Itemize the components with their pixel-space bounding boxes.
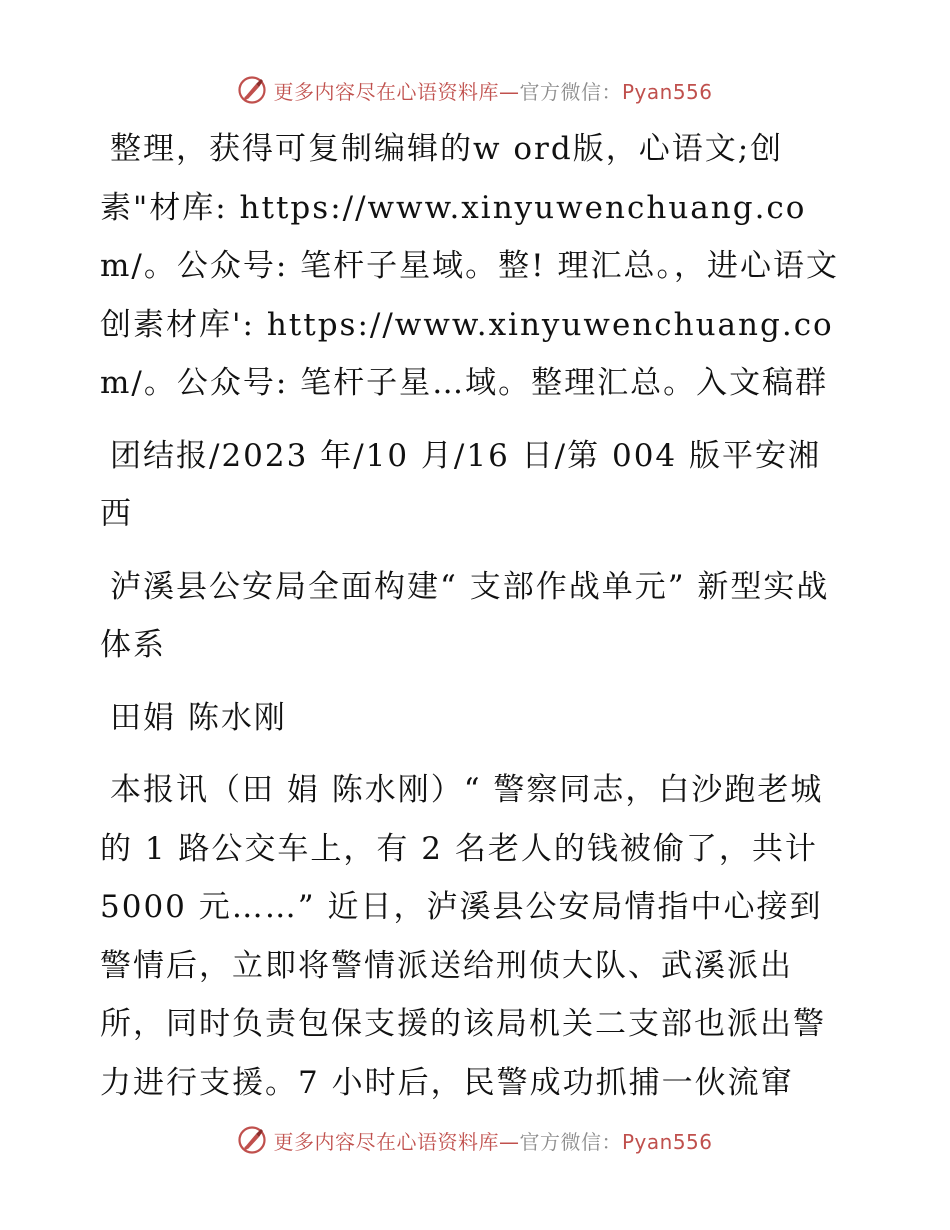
article-authors: 田娟 陈水刚 — [110, 699, 287, 736]
intro-paragraph: 整理，获得可复制编辑的w ord版，心语文;创素"材库: https://www.xinyuwenchuang.com/。公众号: 笔杆子星域。整! 理汇总。，进心语文创素材库': https://www.xinyuwenchuang.com/。公众号: 笔杆子星…域。整理汇总。入文稿群 — [100, 131, 839, 401]
banner-text — [273, 1126, 712, 1155]
article-body-paragraph: 本报讯（田 娟 陈水刚）“ 警察同志，白沙跑老城的 1 路公交车上，有 2 名老人的钱被偷了，共计 5000 元……” 近日，泸溪县公安局情指中心接到警情后，立即将警情派送给刑侦大队、武溪派出所，同时负责包保支援的该局机关二支部也派出警力进行支援。7 小时后，民警成功抓捕一伙流窜 — [100, 772, 826, 1101]
banner-separator: — — [498, 79, 520, 104]
document-body — [100, 120, 850, 1126]
banner-wechat-id: Pyan556 — [621, 79, 713, 104]
header-banner — [0, 70, 950, 110]
red-quill-pen-icon — [237, 1125, 267, 1155]
banner-wechat-id: Pyan556 — [621, 1129, 713, 1154]
banner-separator: — — [498, 1129, 520, 1154]
article-title: 泸溪县公安局全面构建“ 支部作战单元” 新型实战体系 — [100, 568, 830, 663]
red-quill-pen-icon — [237, 75, 267, 105]
footer-banner — [0, 1120, 950, 1160]
banner-main-text: 更多内容尽在心语资料库 — [273, 79, 499, 104]
source-line: 团结报/2023 年/10 月/16 日/第 004 版平安湘西 — [100, 437, 822, 532]
banner-text — [273, 76, 712, 105]
banner-wechat-label: 官方微信： — [519, 79, 622, 104]
banner-main-text: 更多内容尽在心语资料库 — [273, 1129, 499, 1154]
banner-wechat-label: 官方微信： — [519, 1129, 622, 1154]
